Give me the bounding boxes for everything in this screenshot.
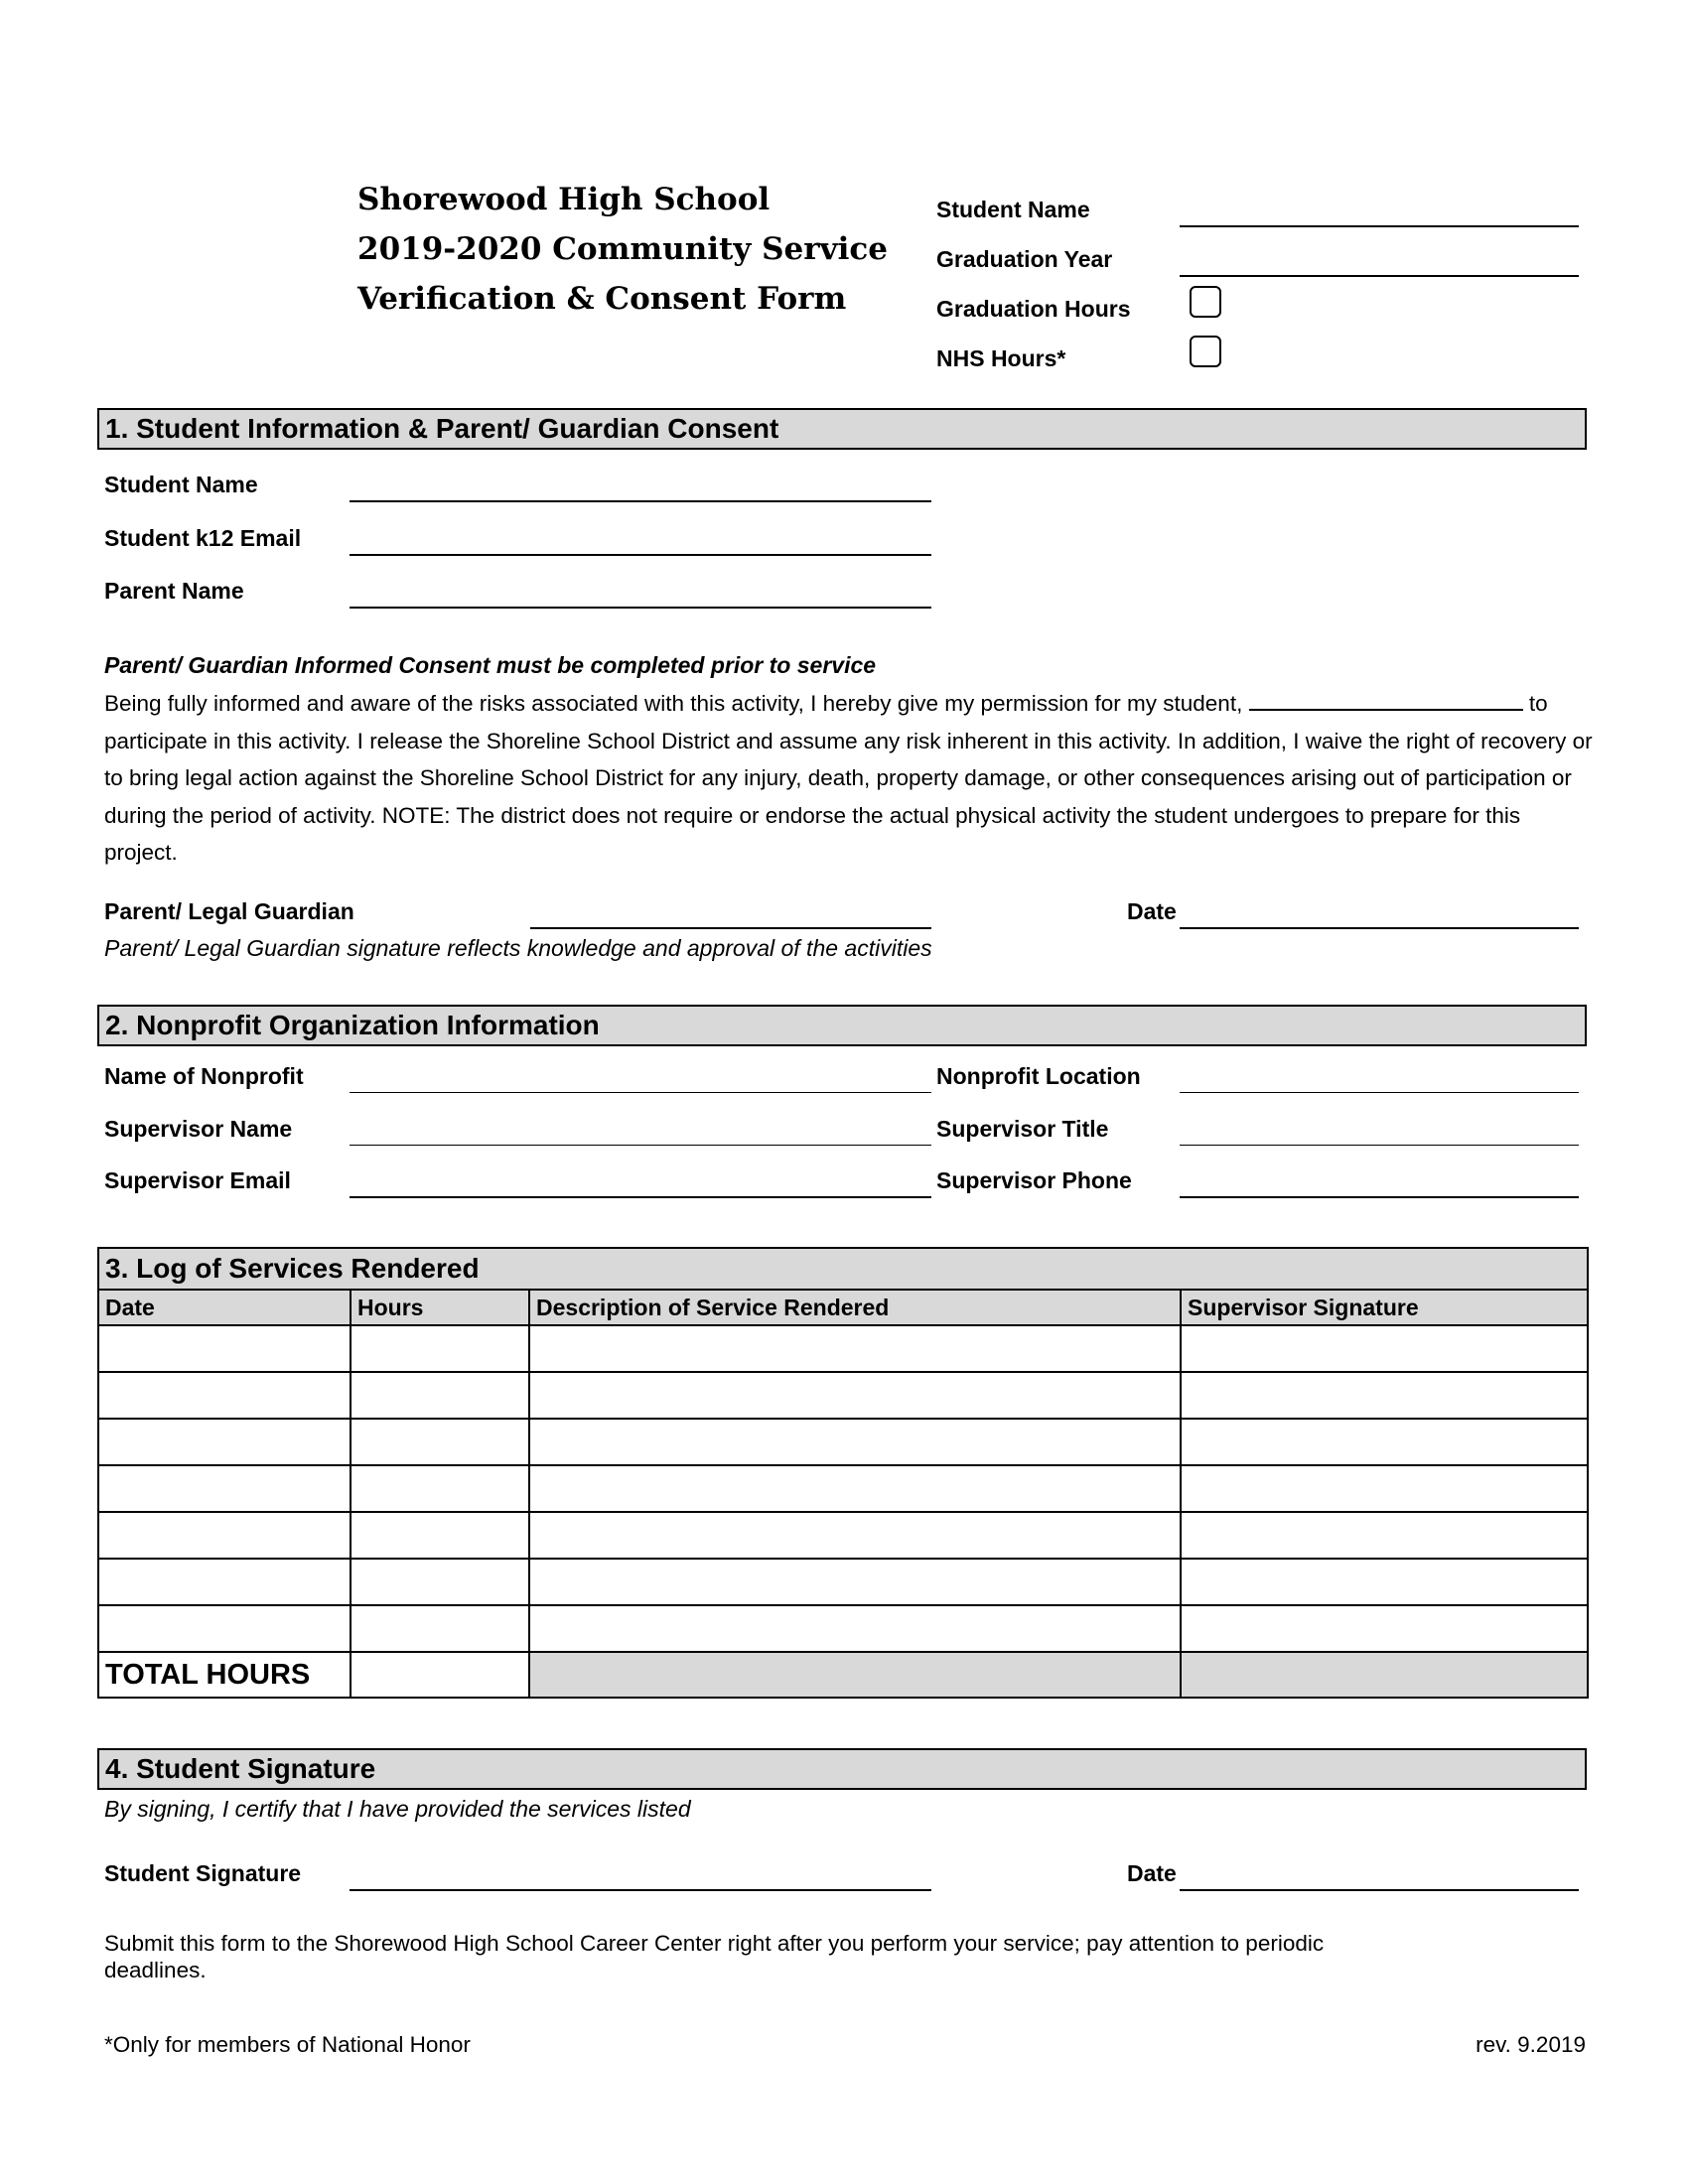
description-cell[interactable]	[529, 1465, 1181, 1512]
total-shaded-cell	[1181, 1652, 1588, 1698]
column-header-supervisor-signature: Supervisor Signature	[1181, 1290, 1588, 1325]
table-row	[98, 1559, 1588, 1605]
supervisor-email-label: Supervisor Email	[104, 1167, 291, 1193]
total-hours-label: TOTAL HOURS	[98, 1652, 351, 1698]
supervisor-title-field[interactable]	[1180, 1145, 1579, 1146]
signature-cell[interactable]	[1181, 1419, 1588, 1465]
date-cell[interactable]	[98, 1512, 351, 1559]
date-cell[interactable]	[98, 1419, 351, 1465]
nonprofit-name-field[interactable]	[350, 1092, 931, 1093]
service-log-table	[97, 1247, 1589, 1699]
signature-cell[interactable]	[1181, 1325, 1588, 1372]
consent-heading: Parent/ Guardian Informed Consent must be completed prior to service	[104, 652, 877, 678]
certify-text: By signing, I certify that I have provided the services listed	[104, 1796, 691, 1822]
hours-cell[interactable]	[351, 1419, 529, 1465]
description-cell[interactable]	[529, 1559, 1181, 1605]
guardian-signature-field[interactable]	[530, 927, 931, 929]
supervisor-phone-label: Supervisor Phone	[936, 1167, 1132, 1193]
consent-student-name-field[interactable]	[1249, 689, 1523, 711]
student-signature-label: Student Signature	[104, 1860, 302, 1886]
total-hours-cell[interactable]	[351, 1652, 529, 1698]
student-date-field[interactable]	[1180, 1889, 1579, 1891]
student-email-field[interactable]	[350, 554, 931, 556]
student-name-field[interactable]	[350, 500, 931, 502]
table-row	[98, 1605, 1588, 1652]
section-2-header: 2. Nonprofit Organization Information	[97, 1005, 1587, 1046]
supervisor-name-field[interactable]	[350, 1145, 931, 1146]
description-cell[interactable]	[529, 1372, 1181, 1419]
supervisor-phone-field[interactable]	[1180, 1196, 1579, 1198]
description-cell[interactable]	[529, 1605, 1181, 1652]
column-header-description: Description of Service Rendered	[529, 1290, 1181, 1325]
signature-cell[interactable]	[1181, 1605, 1588, 1652]
signature-cell[interactable]	[1181, 1372, 1588, 1419]
date-cell[interactable]	[98, 1559, 351, 1605]
supervisor-name-label: Supervisor Name	[104, 1116, 293, 1142]
student-name-label: Student Name	[104, 472, 258, 497]
section-3-header-row	[98, 1248, 1588, 1290]
hours-cell[interactable]	[351, 1512, 529, 1559]
supervisor-title-label: Supervisor Title	[936, 1116, 1109, 1142]
table-row	[98, 1512, 1588, 1559]
student-date-label: Date	[1127, 1860, 1177, 1886]
hours-cell[interactable]	[351, 1372, 529, 1419]
table-row	[98, 1465, 1588, 1512]
graduation-hours-label: Graduation Hours	[936, 296, 1131, 322]
nhs-footnote: *Only for members of National Honor	[104, 2032, 471, 2057]
form-title-line-3: Verification & Consent Form	[357, 281, 847, 317]
signature-cell[interactable]	[1181, 1512, 1588, 1559]
parent-name-label: Parent Name	[104, 578, 244, 604]
submit-instructions-line-1: Submit this form to the Shorewood High School Career Center right after you perform your service; pay attention to periodic	[104, 1931, 1325, 1956]
header-student-name-label: Student Name	[936, 197, 1090, 222]
header-graduation-year-label: Graduation Year	[936, 246, 1113, 272]
submit-instructions-line-2: deadlines.	[104, 1958, 207, 1982]
total-shaded-cell	[529, 1652, 1181, 1698]
description-cell[interactable]	[529, 1325, 1181, 1372]
date-cell[interactable]	[98, 1325, 351, 1372]
hours-cell[interactable]	[351, 1325, 529, 1372]
guardian-date-label: Date	[1127, 898, 1177, 924]
section-4-header: 4. Student Signature	[97, 1748, 1587, 1790]
form-title-line-1: Shorewood High School	[357, 182, 771, 217]
date-cell[interactable]	[98, 1372, 351, 1419]
student-email-label: Student k12 Email	[104, 525, 302, 551]
consent-paragraph	[104, 685, 1594, 872]
description-cell[interactable]	[529, 1512, 1181, 1559]
signature-cell[interactable]	[1181, 1559, 1588, 1605]
hours-cell[interactable]	[351, 1605, 529, 1652]
section-1-header: 1. Student Information & Parent/ Guardian Consent	[97, 408, 1587, 450]
guardian-note: Parent/ Legal Guardian signature reflects knowledge and approval of the activities	[104, 935, 932, 961]
table-row	[98, 1325, 1588, 1372]
column-header-date: Date	[98, 1290, 351, 1325]
table-row	[98, 1419, 1588, 1465]
nhs-hours-checkbox[interactable]	[1190, 336, 1221, 367]
revision-label: rev. 9.2019	[1476, 2032, 1586, 2057]
nhs-hours-label: NHS Hours*	[936, 345, 1066, 371]
guardian-date-field[interactable]	[1180, 927, 1579, 929]
description-cell[interactable]	[529, 1419, 1181, 1465]
hours-cell[interactable]	[351, 1465, 529, 1512]
form-title-line-2: 2019-2020 Community Service	[357, 231, 888, 267]
section-3-header: 3. Log of Services Rendered	[98, 1248, 1588, 1290]
supervisor-email-field[interactable]	[350, 1196, 931, 1198]
signature-cell[interactable]	[1181, 1465, 1588, 1512]
table-row	[98, 1372, 1588, 1419]
log-column-headers	[98, 1290, 1588, 1325]
header-graduation-year-field[interactable]	[1180, 275, 1579, 277]
header-student-name-field[interactable]	[1180, 225, 1579, 227]
parent-name-field[interactable]	[350, 607, 931, 609]
date-cell[interactable]	[98, 1605, 351, 1652]
nonprofit-location-label: Nonprofit Location	[936, 1063, 1141, 1089]
nonprofit-location-field[interactable]	[1180, 1092, 1579, 1093]
nonprofit-name-label: Name of Nonprofit	[104, 1063, 304, 1089]
hours-cell[interactable]	[351, 1559, 529, 1605]
consent-text-end: to participate in this activity. I release the Shoreline School District and assume any risk inherent in this activity. In addition, I waive the right of recovery or to bring legal action against the Shoreline School District for any injury, death, property damage, or other consequences arising out of participation or during the period of activity. NOTE: The district does not require or endorse the actual physical activity the student undergoes to prepare for this project.	[104, 691, 1593, 865]
date-cell[interactable]	[98, 1465, 351, 1512]
column-header-hours: Hours	[351, 1290, 529, 1325]
graduation-hours-checkbox[interactable]	[1190, 286, 1221, 318]
student-signature-field[interactable]	[350, 1889, 931, 1891]
consent-text-start: Being fully informed and aware of the risks associated with this activity, I hereby give my permission for my student,	[104, 691, 1243, 716]
total-hours-row	[98, 1652, 1588, 1698]
guardian-signature-label: Parent/ Legal Guardian	[104, 898, 354, 924]
